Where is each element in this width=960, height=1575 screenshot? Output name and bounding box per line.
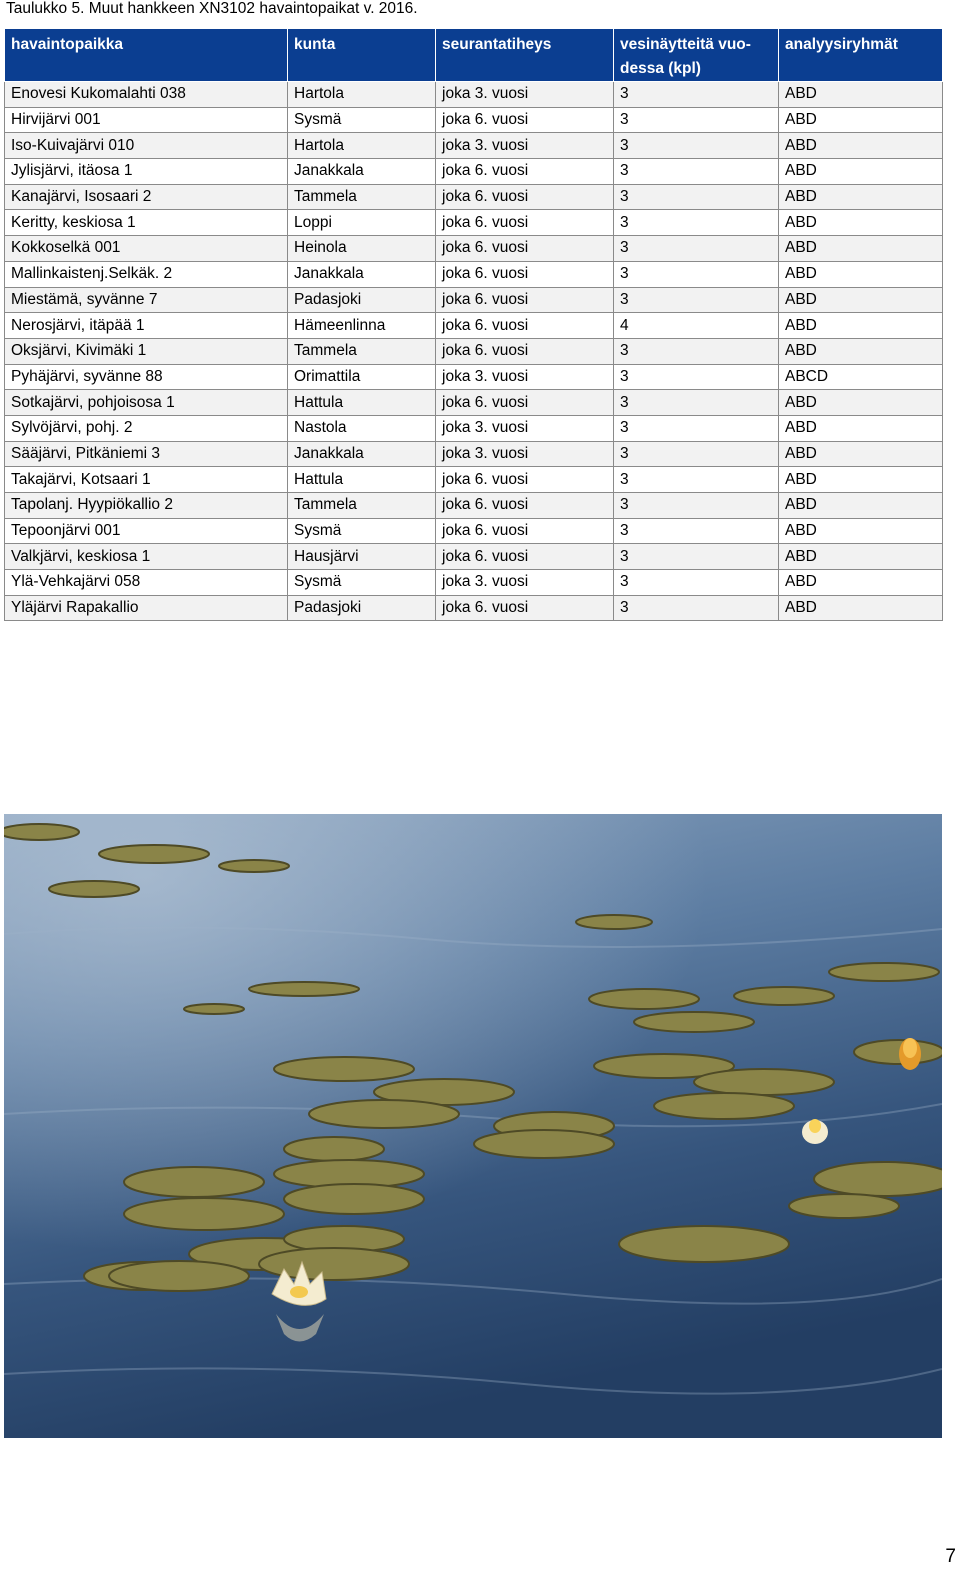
table-row bbox=[5, 364, 943, 390]
header-samples bbox=[614, 29, 779, 82]
table-row bbox=[5, 570, 943, 596]
header-municipality: kunta bbox=[288, 29, 436, 82]
cell-site: Ylä-Vehkajärvi 058 bbox=[5, 570, 288, 596]
cell-analysis-groups: ABD bbox=[779, 184, 943, 210]
cell-samples: 3 bbox=[614, 82, 779, 108]
cell-samples: 3 bbox=[614, 287, 779, 313]
cell-site: Mallinkaistenj.Selkäk. 2 bbox=[5, 261, 288, 287]
header-frequency: seurantatiheys bbox=[436, 29, 614, 82]
cell-frequency: joka 6. vuosi bbox=[436, 467, 614, 493]
table-row bbox=[5, 210, 943, 236]
cell-analysis-groups: ABD bbox=[779, 518, 943, 544]
cell-samples: 3 bbox=[614, 595, 779, 621]
cell-analysis-groups: ABD bbox=[779, 133, 943, 159]
cell-site: Tepoonjärvi 001 bbox=[5, 518, 288, 544]
cell-municipality: Hausjärvi bbox=[288, 544, 436, 570]
header-samples-line1: vesinäytteitä vuo- bbox=[620, 36, 751, 53]
cell-municipality: Tammela bbox=[288, 338, 436, 364]
cell-analysis-groups: ABD bbox=[779, 82, 943, 108]
table-row bbox=[5, 261, 943, 287]
cell-municipality: Hattula bbox=[288, 467, 436, 493]
table-row bbox=[5, 544, 943, 570]
cell-analysis-groups: ABD bbox=[779, 595, 943, 621]
cell-municipality: Padasjoki bbox=[288, 287, 436, 313]
table-row bbox=[5, 595, 943, 621]
cell-samples: 3 bbox=[614, 467, 779, 493]
table-row bbox=[5, 184, 943, 210]
cell-frequency: joka 6. vuosi bbox=[436, 338, 614, 364]
cell-samples: 3 bbox=[614, 570, 779, 596]
cell-municipality: Orimattila bbox=[288, 364, 436, 390]
cell-samples: 3 bbox=[614, 261, 779, 287]
cell-frequency: joka 3. vuosi bbox=[436, 364, 614, 390]
cell-frequency: joka 6. vuosi bbox=[436, 261, 614, 287]
cell-analysis-groups: ABD bbox=[779, 390, 943, 416]
cell-analysis-groups: ABD bbox=[779, 236, 943, 262]
cell-municipality: Janakkala bbox=[288, 159, 436, 185]
cell-municipality: Tammela bbox=[288, 493, 436, 519]
cell-municipality: Hartola bbox=[288, 82, 436, 108]
cell-site: Sylvöjärvi, pohj. 2 bbox=[5, 415, 288, 441]
cell-frequency: joka 6. vuosi bbox=[436, 544, 614, 570]
cell-municipality: Sysmä bbox=[288, 518, 436, 544]
cell-frequency: joka 6. vuosi bbox=[436, 287, 614, 313]
cell-municipality: Hattula bbox=[288, 390, 436, 416]
cell-municipality: Sysmä bbox=[288, 570, 436, 596]
cell-municipality: Sysmä bbox=[288, 107, 436, 133]
cell-frequency: joka 3. vuosi bbox=[436, 441, 614, 467]
table-header-row bbox=[5, 29, 943, 82]
table-row bbox=[5, 390, 943, 416]
cell-municipality: Loppi bbox=[288, 210, 436, 236]
cell-site: Keritty, keskiosa 1 bbox=[5, 210, 288, 236]
cell-site: Sotkajärvi, pohjoisosa 1 bbox=[5, 390, 288, 416]
cell-site: Nerosjärvi, itäpää 1 bbox=[5, 313, 288, 339]
cell-frequency: joka 6. vuosi bbox=[436, 518, 614, 544]
table-row bbox=[5, 287, 943, 313]
cell-frequency: joka 6. vuosi bbox=[436, 313, 614, 339]
cell-samples: 3 bbox=[614, 415, 779, 441]
cell-analysis-groups: ABD bbox=[779, 313, 943, 339]
cell-analysis-groups: ABD bbox=[779, 544, 943, 570]
cell-site: Miestämä, syvänne 7 bbox=[5, 287, 288, 313]
header-samples-line2: dessa (kpl) bbox=[620, 60, 701, 77]
table-row bbox=[5, 338, 943, 364]
cell-samples: 3 bbox=[614, 338, 779, 364]
cell-site: Oksjärvi, Kivimäki 1 bbox=[5, 338, 288, 364]
cell-site: Enovesi Kukomalahti 038 bbox=[5, 82, 288, 108]
cell-samples: 4 bbox=[614, 313, 779, 339]
table-row bbox=[5, 415, 943, 441]
cell-samples: 3 bbox=[614, 364, 779, 390]
cell-frequency: joka 3. vuosi bbox=[436, 570, 614, 596]
cell-analysis-groups: ABD bbox=[779, 159, 943, 185]
table-row bbox=[5, 467, 943, 493]
cell-municipality: Janakkala bbox=[288, 261, 436, 287]
cell-site: Tapolanj. Hyypiökallio 2 bbox=[5, 493, 288, 519]
cell-frequency: joka 3. vuosi bbox=[436, 415, 614, 441]
cell-frequency: joka 6. vuosi bbox=[436, 107, 614, 133]
page-number: 7 bbox=[945, 1546, 956, 1567]
cell-analysis-groups: ABD bbox=[779, 338, 943, 364]
cell-analysis-groups: ABD bbox=[779, 210, 943, 236]
cell-frequency: joka 3. vuosi bbox=[436, 82, 614, 108]
cell-municipality: Heinola bbox=[288, 236, 436, 262]
cell-analysis-groups: ABD bbox=[779, 107, 943, 133]
cell-analysis-groups: ABD bbox=[779, 570, 943, 596]
cell-frequency: joka 6. vuosi bbox=[436, 236, 614, 262]
table-row bbox=[5, 82, 943, 108]
cell-frequency: joka 6. vuosi bbox=[436, 390, 614, 416]
cell-frequency: joka 6. vuosi bbox=[436, 159, 614, 185]
cell-municipality: Hämeenlinna bbox=[288, 313, 436, 339]
cell-site: Valkjärvi, keskiosa 1 bbox=[5, 544, 288, 570]
cell-site: Takajärvi, Kotsaari 1 bbox=[5, 467, 288, 493]
cell-municipality: Tammela bbox=[288, 184, 436, 210]
cell-frequency: joka 6. vuosi bbox=[436, 595, 614, 621]
cell-frequency: joka 6. vuosi bbox=[436, 210, 614, 236]
cell-analysis-groups: ABD bbox=[779, 493, 943, 519]
cell-samples: 3 bbox=[614, 544, 779, 570]
cell-samples: 3 bbox=[614, 210, 779, 236]
cell-site: Kokkoselkä 001 bbox=[5, 236, 288, 262]
observation-sites-table bbox=[4, 28, 943, 621]
table-row bbox=[5, 107, 943, 133]
cell-analysis-groups: ABD bbox=[779, 441, 943, 467]
cell-samples: 3 bbox=[614, 236, 779, 262]
table-row bbox=[5, 159, 943, 185]
table-row bbox=[5, 133, 943, 159]
cell-samples: 3 bbox=[614, 518, 779, 544]
cell-analysis-groups: ABD bbox=[779, 261, 943, 287]
table-row bbox=[5, 441, 943, 467]
cell-analysis-groups: ABCD bbox=[779, 364, 943, 390]
cell-samples: 3 bbox=[614, 493, 779, 519]
table-caption: Taulukko 5. Muut hankkeen XN3102 havaintopaikat v. 2016. bbox=[6, 0, 418, 17]
cell-samples: 3 bbox=[614, 159, 779, 185]
header-site: havaintopaikka bbox=[5, 29, 288, 82]
cell-municipality: Padasjoki bbox=[288, 595, 436, 621]
cell-frequency: joka 6. vuosi bbox=[436, 493, 614, 519]
cell-analysis-groups: ABD bbox=[779, 287, 943, 313]
cell-site: Hirvijärvi 001 bbox=[5, 107, 288, 133]
table-row bbox=[5, 518, 943, 544]
cell-municipality: Nastola bbox=[288, 415, 436, 441]
cell-samples: 3 bbox=[614, 390, 779, 416]
cell-site: Iso-Kuivajärvi 010 bbox=[5, 133, 288, 159]
table-row bbox=[5, 313, 943, 339]
cell-site: Kanajärvi, Isosaari 2 bbox=[5, 184, 288, 210]
header-analysis-groups: analyysiryhmät bbox=[779, 29, 943, 82]
water-lilies-photo bbox=[4, 814, 942, 1438]
cell-samples: 3 bbox=[614, 184, 779, 210]
cell-samples: 3 bbox=[614, 107, 779, 133]
cell-site: Yläjärvi Rapakallio bbox=[5, 595, 288, 621]
cell-frequency: joka 3. vuosi bbox=[436, 133, 614, 159]
cell-samples: 3 bbox=[614, 133, 779, 159]
cell-samples: 3 bbox=[614, 441, 779, 467]
table-row bbox=[5, 236, 943, 262]
cell-site: Pyhäjärvi, syvänne 88 bbox=[5, 364, 288, 390]
cell-analysis-groups: ABD bbox=[779, 467, 943, 493]
cell-analysis-groups: ABD bbox=[779, 415, 943, 441]
cell-municipality: Janakkala bbox=[288, 441, 436, 467]
table-row bbox=[5, 493, 943, 519]
cell-site: Sääjärvi, Pitkäniemi 3 bbox=[5, 441, 288, 467]
cell-frequency: joka 6. vuosi bbox=[436, 184, 614, 210]
cell-site: Jylisjärvi, itäosa 1 bbox=[5, 159, 288, 185]
cell-municipality: Hartola bbox=[288, 133, 436, 159]
